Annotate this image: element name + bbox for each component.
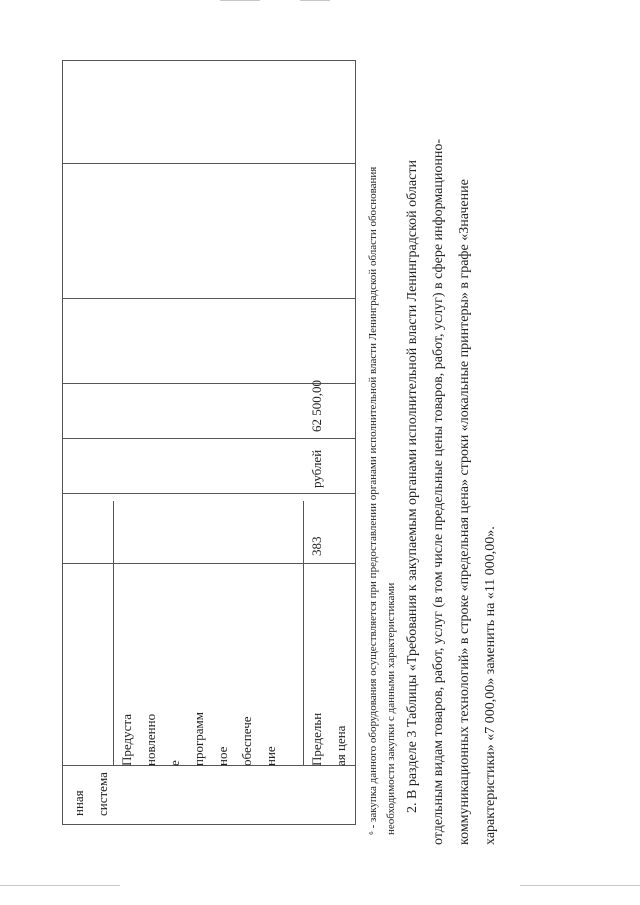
row-name-line: ая цена <box>333 725 348 766</box>
scan-artifact <box>220 0 260 1</box>
scan-artifact <box>520 885 640 886</box>
row-name-line: ное <box>215 746 230 766</box>
table-row <box>115 566 283 766</box>
row-name-line: Предуста <box>119 714 134 766</box>
row-name-line: новленно <box>143 713 158 766</box>
paragraph-line: коммуникационных технологий» в строке «предельная цена» строки «локальные принтеры» в графе «Значение <box>457 179 472 845</box>
table-row <box>67 772 115 816</box>
characteristic-value: 62 500,00 <box>309 380 324 432</box>
column-divider <box>63 163 355 164</box>
paragraph-line: характеристики» «7 000,00» заменить на «11 000,00». <box>483 526 498 845</box>
row-name-line: е <box>167 760 182 766</box>
row-name-line: обеспече <box>239 716 254 766</box>
footnote-line: ⁶ - закупка данного оборудования осуществляется при предоставлении органами исполнительной власти Ленинградской области обоснования <box>367 166 379 835</box>
row-divider <box>113 501 114 766</box>
paragraph-line: отдельным видам товаров, работ, услуг (в том числе предельные цены товаров, работ, услуг) в сфере информационно- <box>431 138 446 845</box>
paragraph-line: 2. В разделе 3 Таблицы «Требования к закупаемым органами исполнительной власти Ленинградской области <box>405 160 420 813</box>
row-name-line: нная <box>71 790 86 816</box>
table-row <box>305 566 353 766</box>
scan-artifact <box>300 0 330 1</box>
column-divider <box>63 438 355 439</box>
row-name-line: ние <box>263 746 278 766</box>
scan-artifact <box>0 885 120 886</box>
column-divider <box>63 563 355 564</box>
okei-code: 383 <box>309 536 324 556</box>
requirements-table <box>62 60 356 825</box>
column-divider <box>63 298 355 299</box>
row-name-line: программ <box>191 711 206 766</box>
row-name-line: система <box>95 772 110 816</box>
row-name-line: Предельн <box>309 712 324 766</box>
footnote-line: необходимости закупки с данными характеристиками <box>385 582 397 835</box>
column-divider <box>63 493 355 494</box>
unit-name: рублей <box>309 449 324 488</box>
row-divider <box>303 501 304 766</box>
